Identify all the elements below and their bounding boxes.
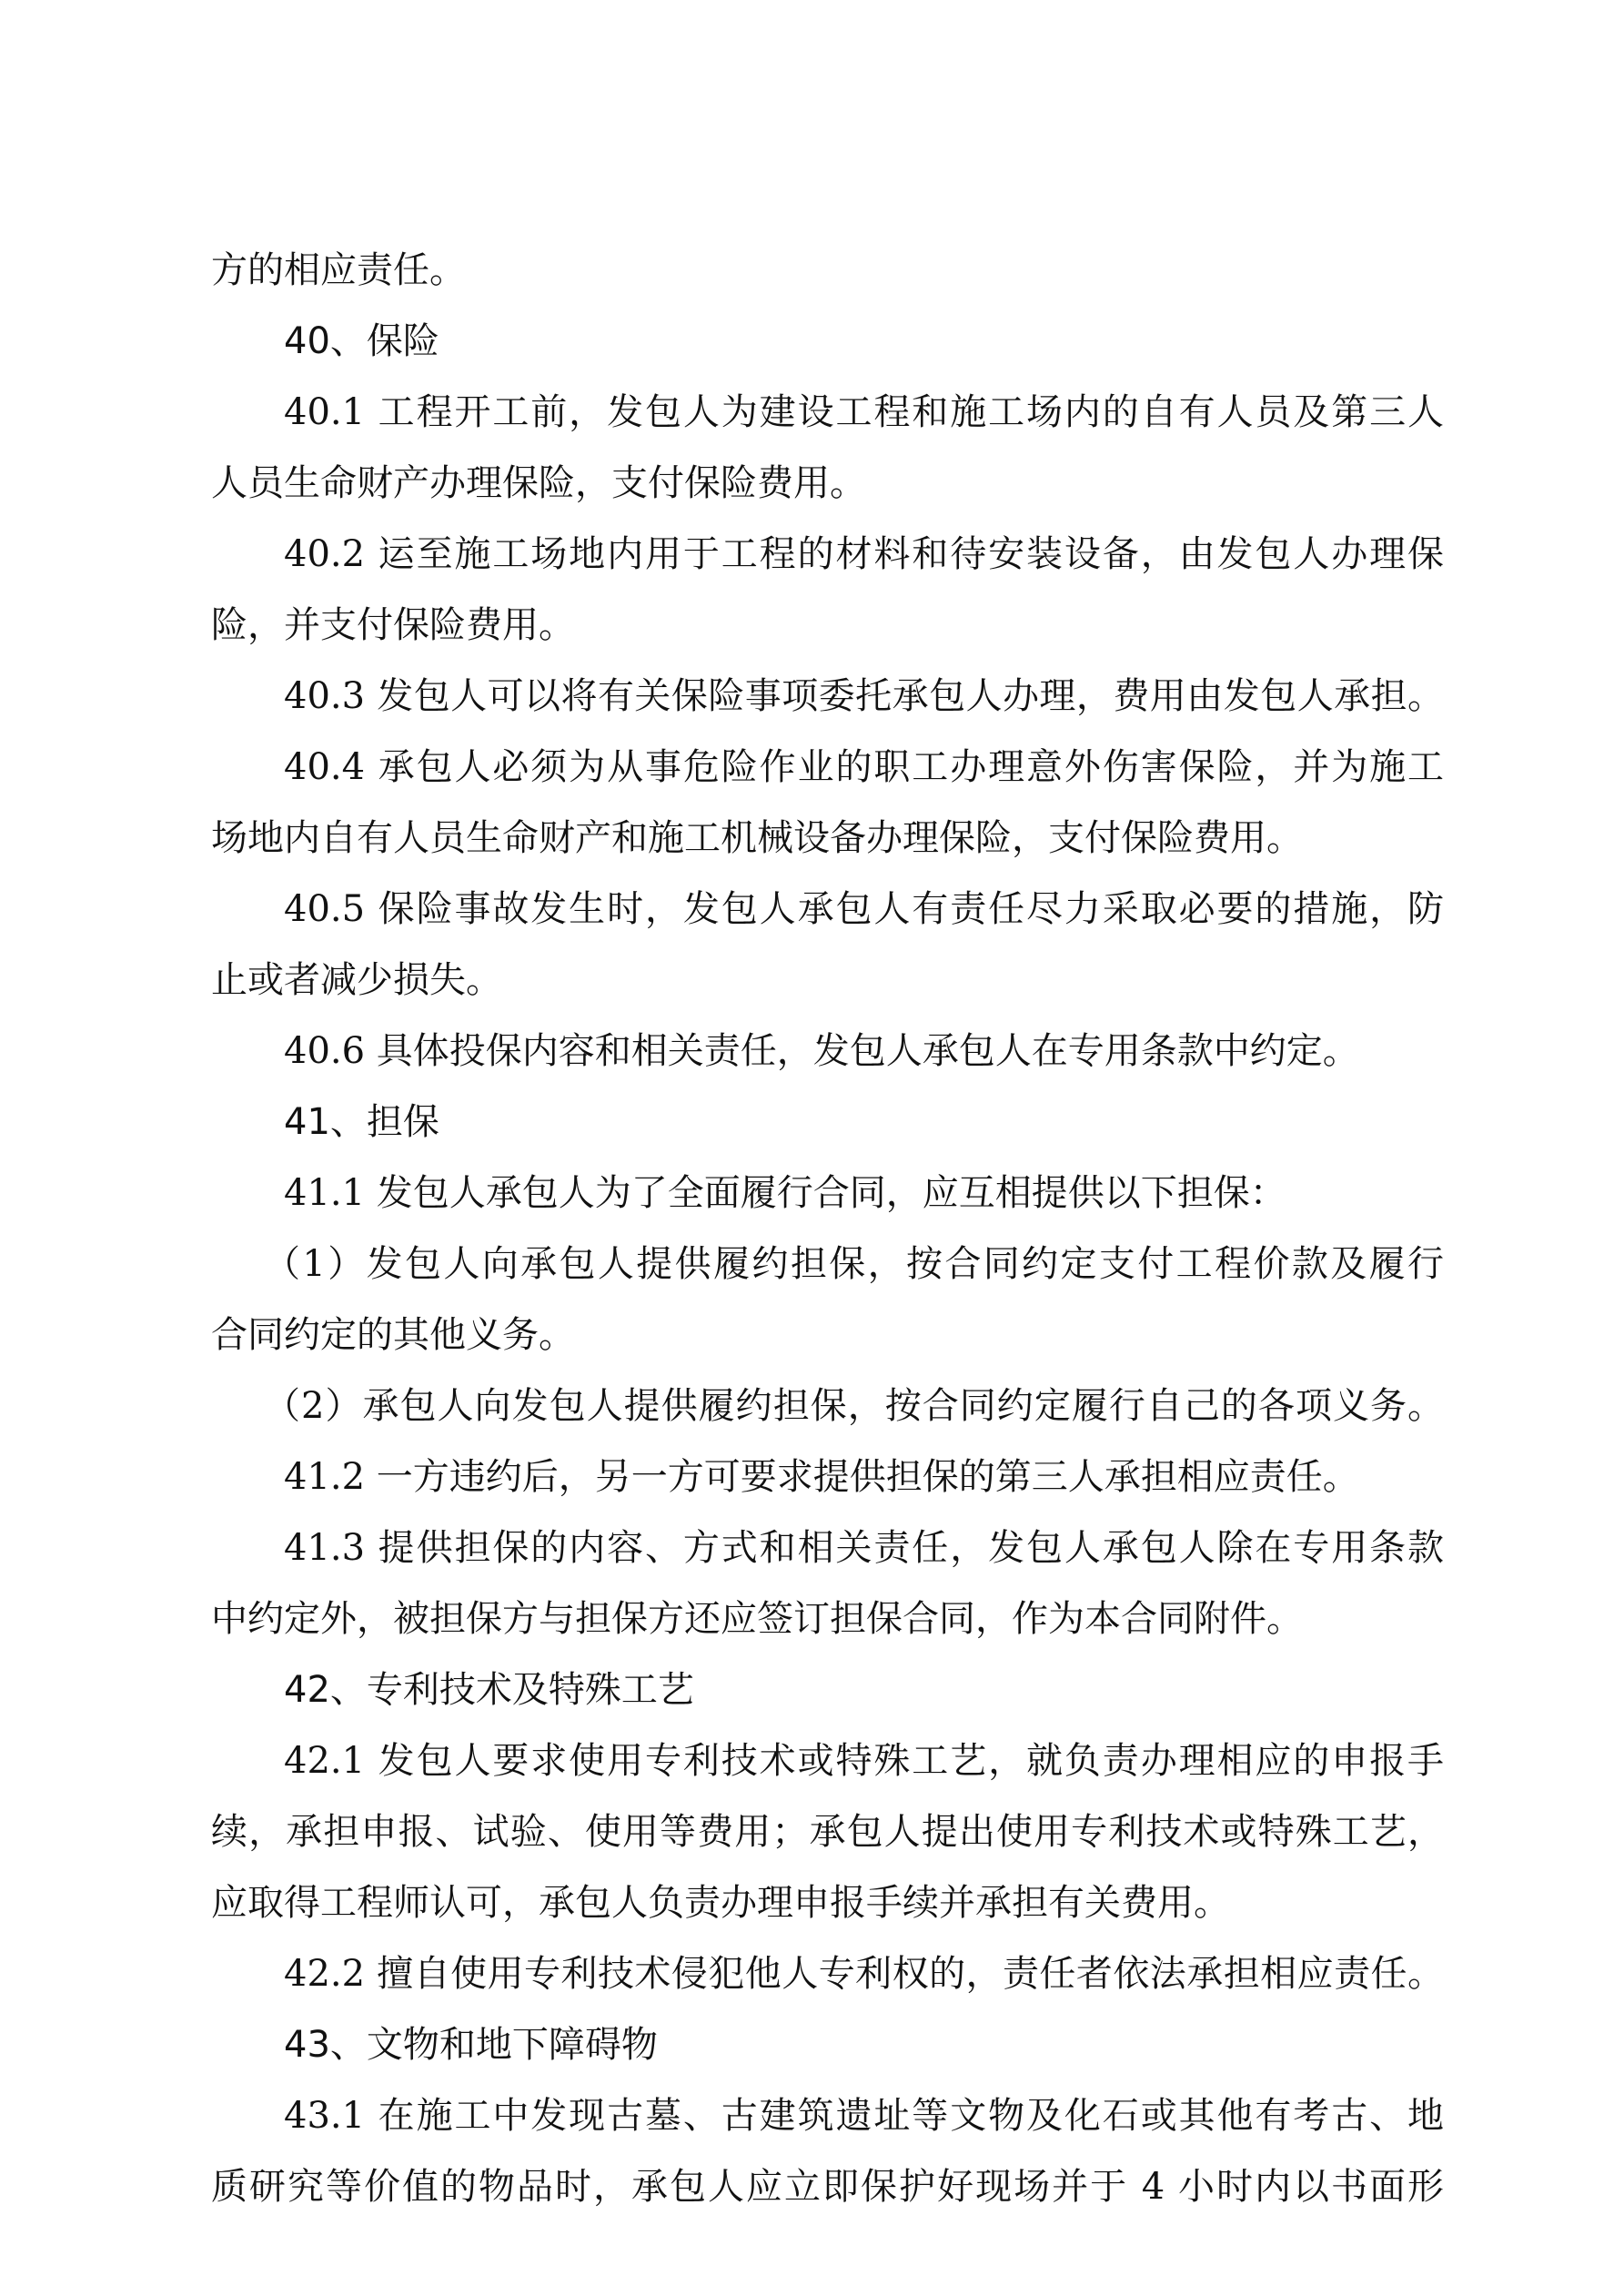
clause-41-1: 41.1 发包人承包人为了全面履行合同，应互相提供以下担保：	[284, 1172, 1286, 1214]
clause-43-1-line-1: 43.1 在施工中发现古墓、古建筑遗址等文物及化石或其他有考古、地	[284, 2095, 1444, 2137]
clause-40-5-line-1: 40.5 保险事故发生时，发包人承包人有责任尽力采取必要的措施，防	[284, 888, 1444, 930]
clause-41-1-item-1-line-1: （1）发包人向承包人提供履约担保，按合同约定支付工程价款及履行	[264, 1243, 1444, 1285]
paragraph-line: 方的相应责任。	[211, 249, 466, 291]
clause-40-5-line-2: 止或者减少损失。	[211, 959, 502, 1001]
clause-42-1-line-1: 42.1 发包人要求使用专利技术或特殊工艺，就负责办理相应的申报手	[284, 1740, 1444, 1782]
document-body	[211, 235, 1444, 2222]
clause-42-2: 42.2 擅自使用专利技术侵犯他人专利权的，责任者依法承担相应责任。	[284, 1953, 1444, 1995]
clause-40-2-line-1: 40.2 运至施工场地内用于工程的材料和待安装设备，由发包人办理保	[284, 533, 1444, 575]
clause-41-3-line-1: 41.3 提供担保的内容、方式和相关责任，发包人承包人除在专用条款	[284, 1527, 1444, 1569]
section-heading-patents: 42、专利技术及特殊工艺	[284, 1669, 694, 1711]
clause-40-1-line-2: 人员生命财产办理保险，支付保险费用。	[211, 462, 866, 504]
section-heading-relics: 43、文物和地下障碍物	[284, 2024, 658, 2066]
clause-41-1-item-2: （2）承包人向发包人提供履约担保，按合同约定履行自己的各项义务。	[264, 1385, 1444, 1427]
clause-43-1-line-2: 质研究等价值的物品时，承包人应立即保护好现场并于 4 小时内以书面形	[211, 2166, 1444, 2208]
clause-41-3-line-2: 中约定外，被担保方与担保方还应签订担保合同，作为本合同附件。	[211, 1598, 1303, 1640]
section-heading-insurance: 40、保险	[284, 320, 439, 362]
clause-41-1-item-1-line-2: 合同约定的其他义务。	[211, 1314, 575, 1356]
clause-40-6: 40.6 具体投保内容和相关责任，发包人承包人在专用条款中约定。	[284, 1030, 1359, 1072]
clause-42-1-line-2: 续，承担申报、试验、使用等费用；承包人提出使用专利技术或特殊工艺，	[211, 1811, 1444, 1853]
clause-41-2: 41.2 一方违约后，另一方可要求提供担保的第三人承担相应责任。	[284, 1456, 1359, 1498]
clause-40-4-line-1: 40.4 承包人必须为从事危险作业的职工办理意外伤害保险，并为施工	[284, 746, 1444, 788]
clause-40-2-line-2: 险，并支付保险费用。	[211, 604, 575, 646]
clause-40-3: 40.3 发包人可以将有关保险事项委托承包人办理，费用由发包人承担。	[284, 675, 1444, 717]
clause-40-4-line-2: 场地内自有人员生命财产和施工机械设备办理保险，支付保险费用。	[211, 817, 1303, 859]
clause-40-1-line-1: 40.1 工程开工前，发包人为建设工程和施工场内的自有人员及第三人	[284, 391, 1444, 433]
clause-42-1-line-3: 应取得工程师认可，承包人负责办理申报手续并承担有关费用。	[211, 1882, 1230, 1924]
section-heading-guarantee: 41、担保	[284, 1101, 439, 1143]
